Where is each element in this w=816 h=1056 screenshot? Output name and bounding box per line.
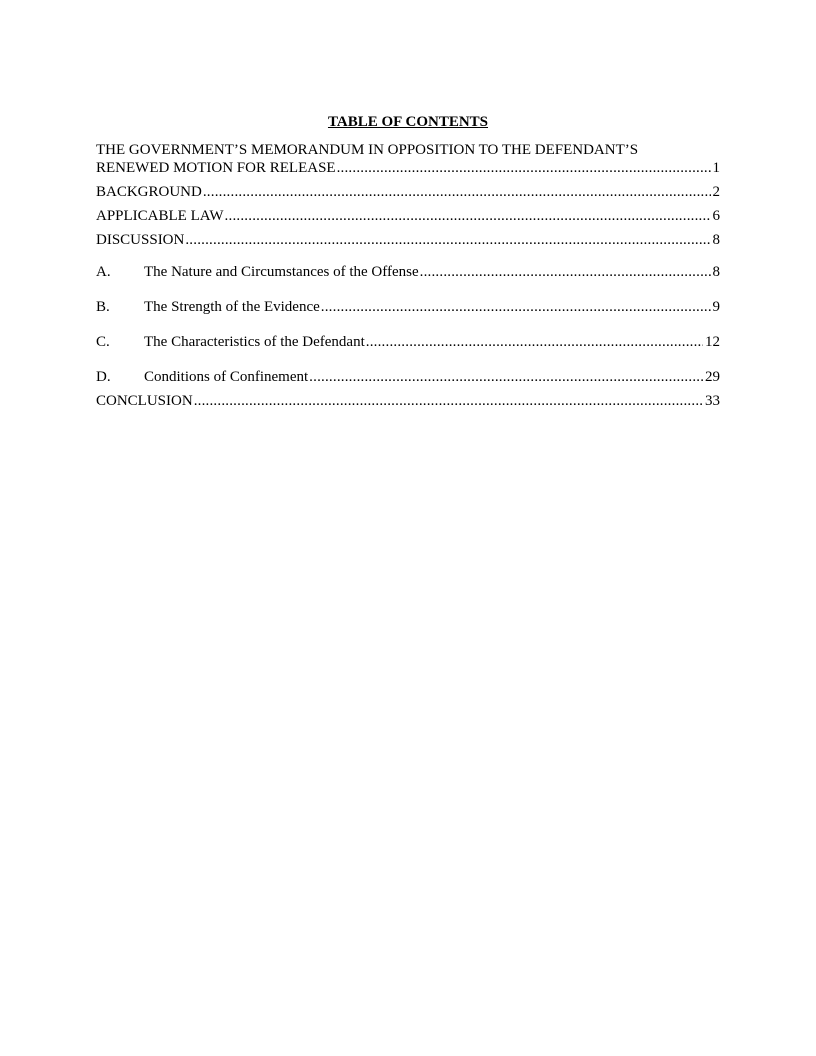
toc-subentry[interactable] [96, 333, 720, 351]
toc-entry-label: DISCUSSION [96, 232, 185, 248]
toc-entry-label: BACKGROUND [96, 184, 202, 200]
dot-leader [337, 159, 711, 177]
dot-leader [321, 298, 711, 316]
dot-leader [185, 231, 710, 249]
toc-subentry-letter: B. [96, 299, 110, 315]
toc-entry[interactable] [96, 141, 720, 177]
toc-entry-label: The Characteristics of the Defendant [144, 334, 365, 350]
toc-entry-page: 29 [705, 369, 720, 385]
dot-leader [194, 392, 703, 410]
toc-entry-page: 1 [712, 160, 720, 176]
toc-subentry[interactable] [96, 263, 720, 281]
table-of-contents [96, 141, 720, 410]
toc-subentry-letter: A. [96, 264, 111, 280]
dot-leader [203, 183, 711, 201]
toc-entry[interactable] [96, 231, 720, 249]
toc-subentry-letter: C. [96, 334, 110, 350]
toc-subentry[interactable] [96, 298, 720, 316]
toc-entry-label: APPLICABLE LAW [96, 208, 224, 224]
toc-entry-page: 8 [712, 232, 720, 248]
toc-entry-label: The Nature and Circumstances of the Offense [144, 264, 419, 280]
toc-subentry[interactable] [96, 368, 720, 386]
toc-title: TABLE OF CONTENTS [327, 114, 489, 130]
dot-leader [225, 207, 711, 225]
toc-entry-label: RENEWED MOTION FOR RELEASE [96, 160, 336, 176]
dot-leader [309, 368, 703, 386]
toc-entry[interactable] [96, 392, 720, 410]
toc-entry-page: 9 [712, 299, 720, 315]
dot-leader [366, 333, 703, 351]
dot-leader [420, 263, 711, 281]
toc-entry-page: 2 [712, 184, 720, 200]
toc-entry[interactable] [96, 183, 720, 201]
toc-entry-page: 12 [705, 334, 720, 350]
toc-entry-page: 8 [712, 264, 720, 280]
toc-entry-label: CONCLUSION [96, 393, 193, 409]
toc-entry-page: 6 [712, 208, 720, 224]
toc-subentry-letter: D. [96, 369, 111, 385]
toc-entry-page: 33 [705, 393, 720, 409]
toc-entry-label: Conditions of Confinement [144, 369, 309, 385]
toc-entry-label: The Strength of the Evidence [144, 299, 320, 315]
toc-entry-label-line1: THE GOVERNMENT’S MEMORANDUM IN OPPOSITION TO THE DEFENDANT’S [96, 142, 639, 158]
toc-entry[interactable] [96, 207, 720, 225]
